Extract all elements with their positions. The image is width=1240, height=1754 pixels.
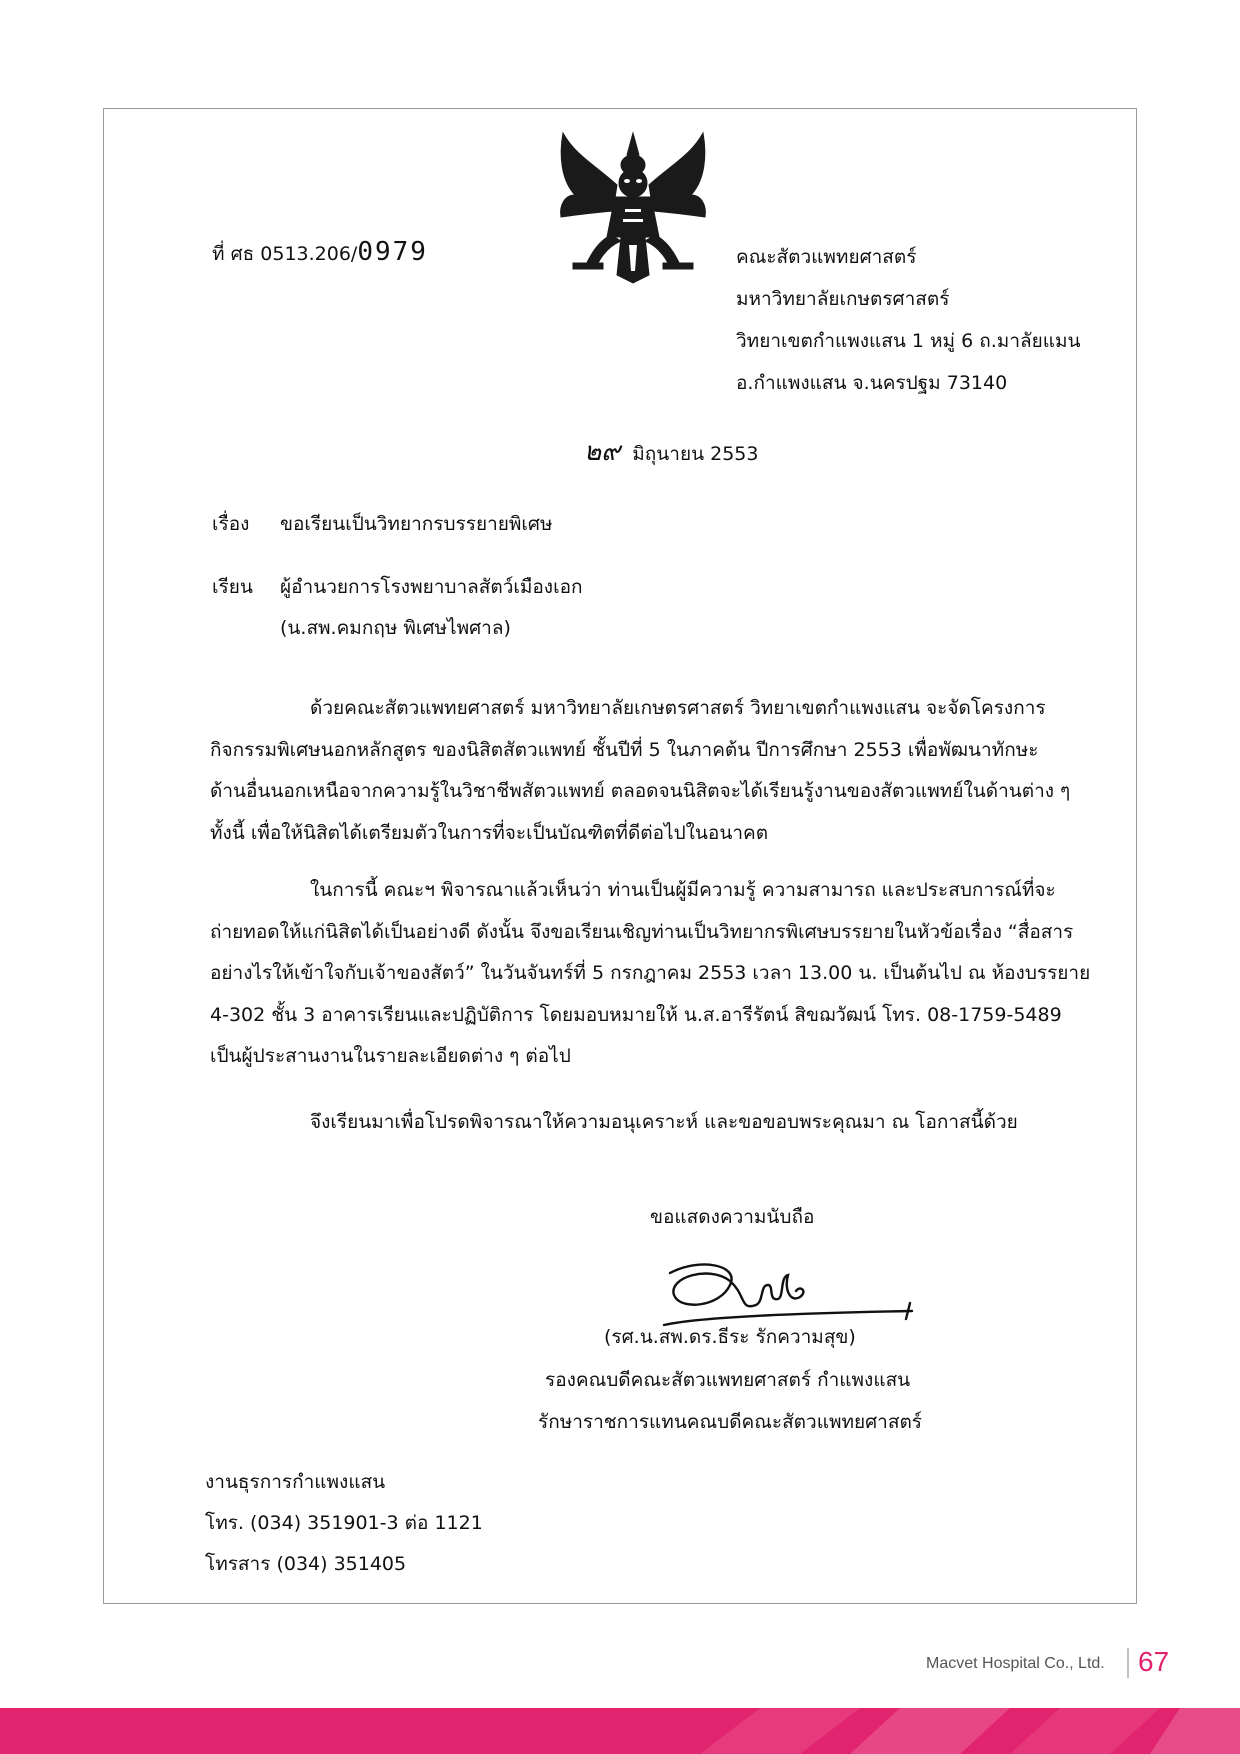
letter-date: ๒๙ มิถุนายน 2553: [584, 437, 759, 467]
page-number: 67: [1138, 1646, 1170, 1677]
paragraph-line: เป็นผู้ประสานงานในรายละเอียดต่าง ๆ ต่อไป: [210, 1045, 571, 1067]
paragraph-line: อย่างไรให้เข้าใจกับเจ้าของสัตว์” ในวันจันทร์ที่ 5 กรกฎาคม 2553 เวลา 13.00 น. เป็นต้นไป ณ ห้องบรรยาย: [210, 962, 1091, 984]
recipient-name: (น.สพ.คมกฤษ พิเศษไพศาล): [280, 617, 511, 639]
paragraph-line: ด้านอื่นนอกเหนือจากความรู้ในวิชาชีพสัตวแพทย์ ตลอดจนนิสิตจะได้เรียนรู้งานของสัตวแพทย์ในด้านต่าง ๆ: [210, 780, 1071, 802]
office-name: งานธุรการกำแพงแสน: [205, 1471, 386, 1493]
body-paragraph-1: [210, 688, 1071, 854]
regards: ขอแสดงความนับถือ: [650, 1206, 815, 1228]
office-tel: โทร. (034) 351901-3 ต่อ 1121: [205, 1512, 483, 1534]
paragraph-line: 4-302 ชั้น 3 อาคารเรียนและปฏิบัติการ โดยมอบหมายให้ น.ส.อารีรัตน์ สิขฌวัฒน์ โทร. 08-1759-5489: [210, 1003, 1062, 1026]
signer-title-1: รองคณบดีคณะสัตวแพทยศาสตร์ กำแพงแสน: [545, 1369, 911, 1391]
reference-number-handwritten: 0979: [357, 237, 428, 267]
footer-company: Macvet Hospital Co., Ltd.: [926, 1655, 1105, 1672]
reference-number: ที่ ศธ 0513.206/0979: [212, 237, 428, 267]
paragraph-line: กิจกรรมพิเศษนอกหลักสูตร ของนิสิตสัตวแพทย์ ชั้นปีที่ 5 ในภาคต้น ปีการศึกษา 2553 เพื่อพัฒนาทักษะ: [210, 738, 1039, 761]
office-fax: โทรสาร (034) 351405: [205, 1553, 407, 1575]
paragraph-line: ในการนี้ คณะฯ พิจารณาแล้วเห็นว่า ท่านเป็นผู้มีความรู้ ความสามารถ และประสบการณ์ที่จะ: [310, 879, 1056, 901]
subject-label: เรื่อง: [212, 513, 250, 535]
sender-address-line-4: อ.กำแพงแสน จ.นครปฐม 73140: [736, 372, 1008, 394]
signer-name: (รศ.น.สพ.ดร.ธีระ รักความสุข): [604, 1326, 856, 1348]
sender-address-line-2: มหาวิทยาลัยเกษตรศาสตร์: [736, 288, 950, 310]
recipient-title: ผู้อำนวยการโรงพยาบาลสัตว์เมืองเอก: [280, 576, 583, 598]
signer-title-2: รักษาราชการแทนคณบดีคณะสัตวแพทยศาสตร์: [538, 1411, 922, 1433]
recipient-label: เรียน: [212, 576, 253, 598]
sender-address-line-1: คณะสัตวแพทยศาสตร์: [736, 246, 917, 268]
footer-separator: [1127, 1648, 1129, 1678]
footer-accent-bar: [0, 1708, 1240, 1754]
subject-text: ขอเรียนเป็นวิทยากรบรรยายพิเศษ: [280, 513, 553, 535]
garuda-emblem-icon: [555, 125, 711, 285]
paragraph-line: ถ่ายทอดให้แก่นิสิตได้เป็นอย่างดี ดังนั้น จึงขอเรียนเชิญท่านเป็นวิทยากรพิเศษบรรยายในหัวข้อเรื่อง “สื่อสาร: [210, 920, 1074, 943]
paragraph-line: ทั้งนี้ เพื่อให้นิสิตได้เตรียมตัวในการที่จะเป็นบัณฑิตที่ดีต่อไปในอนาคต: [210, 821, 769, 844]
paragraph-line: ด้วยคณะสัตวแพทยศาสตร์ มหาวิทยาลัยเกษตรศาสตร์ วิทยาเขตกำแพงแสน จะจัดโครงการ: [310, 697, 1046, 719]
body-paragraph-2: [210, 870, 1091, 1078]
closing-sentence: จึงเรียนมาเพื่อโปรดพิจารณาให้ความอนุเคราะห์ และขอขอบพระคุณมา ณ โอกาสนี้ด้วย: [310, 1111, 1018, 1133]
date-day-handwritten: ๒๙: [584, 437, 621, 467]
signature-mark: [660, 1255, 920, 1335]
sender-address-line-3: วิทยาเขตกำแพงแสน 1 หมู่ 6 ถ.มาลัยแมน: [736, 330, 1081, 352]
